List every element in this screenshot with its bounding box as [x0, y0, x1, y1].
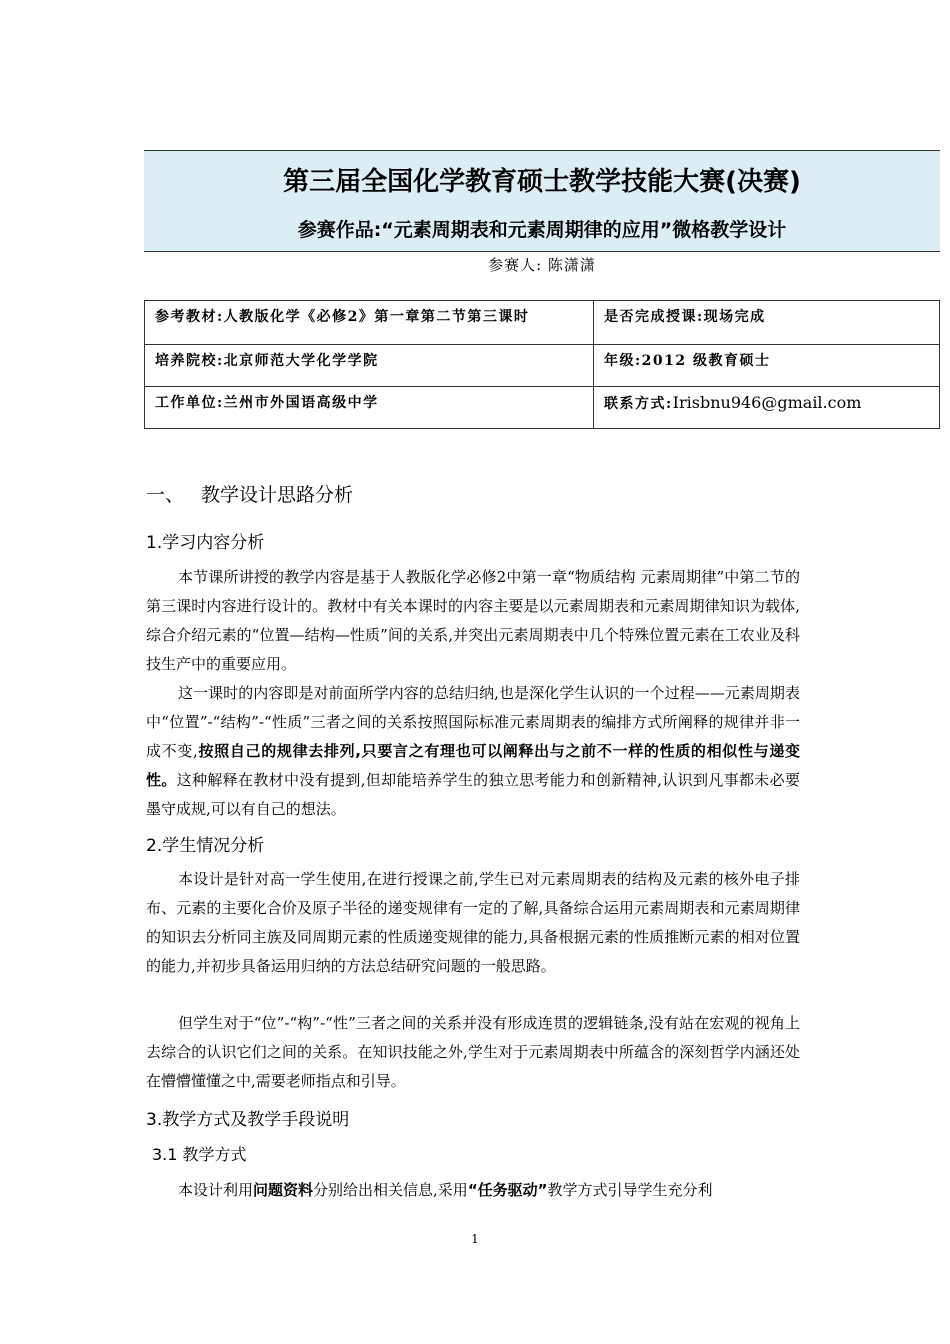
subsection-1-para-2: [146, 679, 800, 824]
info-table: [144, 300, 940, 429]
textbook-cell: [145, 301, 594, 345]
school-cell: [145, 345, 594, 387]
subsection-3-1-para: [146, 1176, 800, 1205]
page-number: 1: [471, 1232, 479, 1246]
textbook-label: 参考教材:: [155, 309, 224, 325]
grade-label: 年级:: [604, 353, 642, 369]
contact-label: 联系方式:: [604, 396, 673, 412]
para-2-text-c: 这种解释在教材中没有提到,但却能培养学生的独立思考能力和创新精神,认识到凡事都未必要墨守成规,可以有自己的想法。: [146, 771, 800, 818]
para-2-bold: 按照自己的规律去排列,只要言之有理也可以阐释出与之前不一样的性质的相似性与递变性。: [146, 742, 800, 789]
subsection-1-title: 1.学习内容分析: [146, 533, 265, 553]
grade-cell: [594, 345, 940, 387]
para-3-text-a: 本设计利用: [178, 1181, 254, 1199]
work-cell: [145, 387, 594, 429]
subsection-2-title: 2.学生情况分析: [146, 836, 265, 856]
contact-email[interactable]: Irisbnu946@gmail.com: [672, 393, 862, 412]
participant: 参赛人: 陈潇潇: [488, 256, 596, 274]
para-3-bold-a: 问题资料: [253, 1181, 314, 1199]
work-value: 兰州市外国语高级中学: [223, 395, 379, 411]
para-2-text-a: 这一课时的内容即是对前面所学内容的总结归纳,也是深化学生认识的一个过程——元素周期表中“位置”-“结构”-“性质”三者之间的关系按照国际标准元素周期表的编排方式所阐释的规律并非一成不变,: [146, 684, 800, 760]
para-3-bold-d: “任务驱动”: [467, 1181, 548, 1199]
contact-cell: [594, 387, 940, 429]
main-title: 第三届全国化学教育硕士教学技能大赛(决赛): [283, 167, 801, 197]
subsection-3-title: 3.教学方式及教学手段说明: [146, 1110, 350, 1130]
grade-value: 2012 级教育硕士: [641, 353, 771, 369]
school-value: 北京师范大学化学学院: [223, 353, 379, 369]
section-heading: [146, 480, 353, 507]
work-label: 工作单位:: [155, 395, 224, 411]
school-label: 培养院校:: [155, 353, 224, 369]
title-box: [144, 150, 940, 252]
subsection-2-para-2: 但学生对于“位”-“构”-“性”三者之间的关系并没有形成连贯的逻辑链条,没有站在宏观的视角上去综合的认识它们之间的关系。在知识技能之外,学生对于元素周期表中所蕴含的深刻哲学内涵还处在懵懵懂懂之中,需要老师指点和引导。: [146, 1014, 800, 1090]
subsection-2-para-1: 本设计是针对高一学生使用,在进行授课之前,学生已对元素周期表的结构及元素的核外电子排布、元素的主要化合价及原子半径的递变规律有一定的了解,具备综合运用元素周期表和元素周期律的知识去分析同主族及同周期元素的性质递变规律的能力,具备根据元素的性质推断元素的相对位置的能力,并初步具备运用归纳的方法总结研究问题的一般思路。: [146, 870, 800, 975]
textbook-value: 人教版化学《必修2》第一章第二节第三课时: [223, 309, 530, 325]
section-title: 教学设计思路分析: [201, 484, 354, 506]
para-3-text-e: 教学方式引导学生充分利: [547, 1181, 713, 1199]
completed-label: 是否完成授课:: [604, 309, 704, 325]
completed-cell: [594, 301, 940, 345]
sub-title: 参赛作品:“元素周期表和元素周期律的应用”微格教学设计: [297, 219, 787, 241]
subsection-1-para-1: 本节课所讲授的教学内容是基于人教版化学必修2中第一章“物质结构 元素周期律”中第二节的第三课时内容进行设计的。教材中有关本课时的内容主要是以元素周期表和元素周期律知识为载体,综合介绍元素的“位置—结构—性质”间的关系,并突出元素周期表中几个特殊位置元素在工农业及科技生产中的重要应用。: [146, 568, 800, 673]
section-number: 一、: [146, 484, 185, 506]
para-3-text-c: 分别给出相关信息,采用: [313, 1181, 468, 1199]
subsection-3-1-title: 3.1 教学方式: [152, 1145, 247, 1164]
completed-value: 现场完成: [703, 309, 766, 325]
